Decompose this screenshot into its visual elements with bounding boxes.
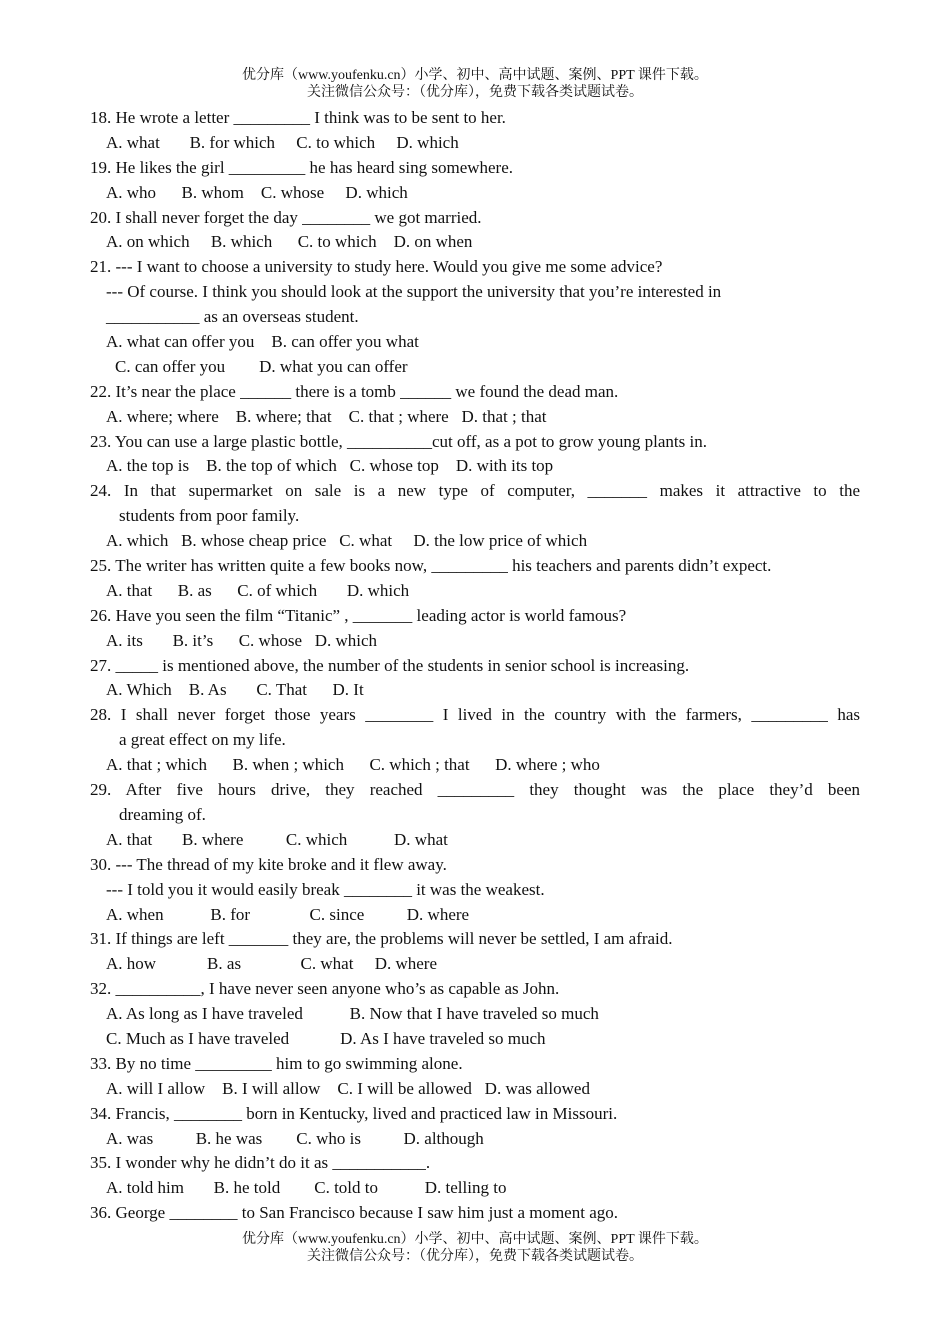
text-line: A. which B. whose cheap price C. what D. the low price of which [106,531,588,551]
text-line: A. As long as I have traveled B. Now that I have traveled so much [106,1004,599,1024]
text-line: A. where; where B. where; that C. that ; where D. that ; that [106,406,547,426]
text-line: --- Of course. I think you should look at the support the university that you’re interested in [106,282,722,302]
text-line: A. that ; which B. when ; which C. which ; that D. where ; who [106,755,600,775]
text-line: A. its B. it’s C. whose D. which [106,630,378,650]
text-line: A. Which B. As C. That D. It [106,680,364,700]
question-line: 36. George ________ to San Francisco because I saw him just a moment ago. [90,1203,618,1223]
text-line: A. what B. for which C. to which D. which [106,132,459,152]
exercise-content [90,106,860,1226]
text-line: C. Much as I have traveled D. As I have traveled so much [106,1028,546,1048]
question-line: 30. --- The thread of my kite broke and it flew away. [90,854,447,874]
question-line: 28. I shall never forget those years ________ I lived in the country with the farmers, _________ has [90,705,860,725]
text-line: students from poor family. [119,506,300,526]
text-line: dreaming of. [119,804,206,824]
question-line: 26. Have you seen the film “Titanic” , _______ leading actor is world famous? [90,605,627,625]
footer-line-1: 优分库（www.youfenku.cn）小学、初中、高中试题、案例、PPT 课件下载。 [242,1232,708,1247]
text-line: A. told him B. he told C. told to D. telling to [106,1178,507,1198]
text-line: C. can offer you D. what you can offer [115,356,408,376]
header-line-2: 关注微信公众号：（优分库），免费下载各类试题试卷。 [307,85,643,100]
text-line: a great effect on my life. [119,730,286,750]
question-line: 24. In that supermarket on sale is a new type of computer, _______ makes it attractive to the [90,481,860,501]
question-line: 18. He wrote a letter _________ I think was to be sent to her. [90,108,506,127]
page-header [0,67,950,101]
question-line: 23. You can use a large plastic bottle, __________cut off, as a pot to grow young plants in. [90,431,707,451]
question-line: 27. _____ is mentioned above, the number of the students in senior school is increasing. [90,655,690,675]
question-line: 20. I shall never forget the day ________ we got married. [90,207,482,227]
footer-line-2: 关注微信公众号：（优分库），免费下载各类试题试卷。 [307,1249,643,1264]
question-line: 21. --- I want to choose a university to study here. Would you give me some advice? [90,257,663,277]
text-line: A. was B. he was C. who is D. although [106,1128,484,1148]
question-line: 32. __________, I have never seen anyone who’s as capable as John. [90,979,560,999]
question-line: 22. It’s near the place ______ there is a tomb ______ we found the dead man. [90,381,619,401]
question-line: 19. He likes the girl _________ he has heard sing somewhere. [90,157,514,177]
text-line: A. on which B. which C. to which D. on when [106,232,473,252]
text-line: A. that B. as C. of which D. which [106,580,410,600]
text-line: A. the top is B. the top of which C. whose top D. with its top [106,456,554,476]
question-line: 35. I wonder why he didn’t do it as ___________. [90,1153,431,1173]
question-line: 29. After five hours drive, they reached _________ they thought was the place they’d been [90,780,860,800]
text-line: A. who B. whom C. whose D. which [106,182,408,202]
text-line: A. that B. where C. which D. what [106,829,448,849]
page-footer [0,1231,950,1265]
text-line: A. how B. as C. what D. where [106,954,437,974]
text-line: A. what can offer you B. can offer you what [106,332,419,352]
header-line-1: 优分库（www.youfenku.cn）小学、初中、高中试题、案例、PPT 课件下载。 [242,68,708,83]
question-line: 33. By no time _________ him to go swimming alone. [90,1053,463,1073]
question-line: 31. If things are left _______ they are, the problems will never be settled, I am afraid. [90,929,673,949]
text-line: A. will I allow B. I will allow C. I will be allowed D. was allowed [106,1078,590,1098]
question-line: 34. Francis, ________ born in Kentucky, lived and practiced law in Missouri. [90,1103,618,1123]
text-line: A. when B. for C. since D. where [106,904,470,924]
text-line: --- I told you it would easily break ________ it was the weakest. [106,879,545,899]
question-line: 25. The writer has written quite a few books now, _________ his teachers and parents didn’t expect. [90,556,772,576]
text-line: ___________ as an overseas student. [106,307,359,327]
